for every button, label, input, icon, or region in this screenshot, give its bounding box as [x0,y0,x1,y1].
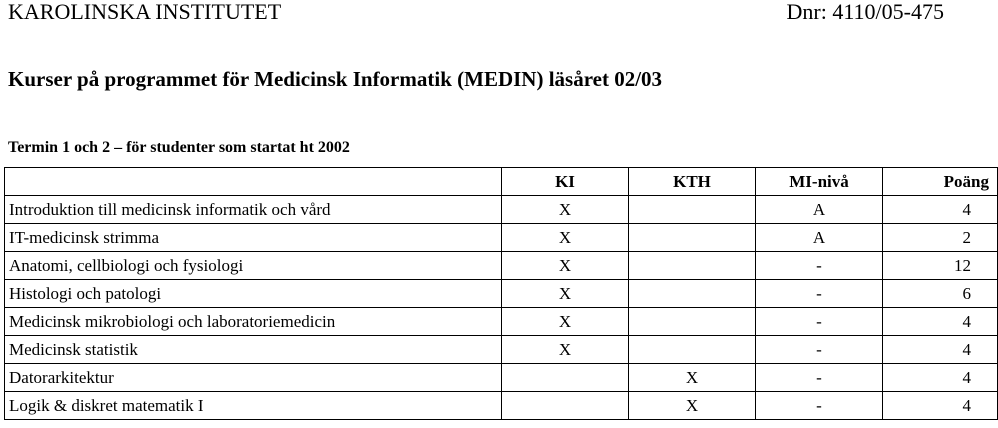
column-header-mi-level: MI-nivå [756,168,883,196]
table-row [5,224,998,252]
points-cell: 4 [883,392,998,420]
column-header-ki: KI [502,168,629,196]
course-name: Histologi och patologi [5,280,502,308]
kth-cell [629,224,756,252]
course-name: Medicinsk mikrobiologi och laboratoriemedicin [5,308,502,336]
points-cell: 12 [883,252,998,280]
points-cell: 2 [883,224,998,252]
kth-cell: X [629,392,756,420]
table-row [5,196,998,224]
course-name: Medicinsk statistik [5,336,502,364]
course-name: Datorarkitektur [5,364,502,392]
course-name: Logik & diskret matematik I [5,392,502,420]
table-row [5,280,998,308]
points-cell: 6 [883,280,998,308]
mi-level-cell: - [756,364,883,392]
kth-cell [629,252,756,280]
registration-number: Dnr: 4110/05-475 [786,0,944,24]
mi-level-cell: A [756,196,883,224]
mi-level-cell: - [756,392,883,420]
table-header-row [5,168,998,196]
table-row [5,252,998,280]
column-header-kth: KTH [629,168,756,196]
mi-level-cell: - [756,308,883,336]
ki-cell: X [502,308,629,336]
ki-cell: X [502,280,629,308]
ki-cell: X [502,224,629,252]
points-cell: 4 [883,196,998,224]
table-row [5,308,998,336]
document-title: Kurser på programmet för Medicinsk Informatik (MEDIN) läsåret 02/03 [8,67,663,91]
mi-level-cell: - [756,336,883,364]
kth-cell [629,308,756,336]
column-header-points: Poäng [883,168,998,196]
institution-name: KAROLINSKA INSTITUTET [8,0,282,24]
ki-cell: X [502,196,629,224]
kth-cell [629,280,756,308]
kth-cell [629,336,756,364]
kth-cell: X [629,364,756,392]
ki-cell: X [502,336,629,364]
course-name: Anatomi, cellbiologi och fysiologi [5,252,502,280]
kth-cell [629,196,756,224]
column-header-course [5,168,502,196]
points-cell: 4 [883,308,998,336]
ki-cell [502,392,629,420]
courses-table [4,167,998,420]
points-cell: 4 [883,364,998,392]
term-heading: Termin 1 och 2 – för studenter som startat ht 2002 [8,139,350,156]
course-name: Introduktion till medicinsk informatik och vård [5,196,502,224]
mi-level-cell: - [756,252,883,280]
table-row [5,392,998,420]
points-cell: 4 [883,336,998,364]
ki-cell: X [502,252,629,280]
table-row [5,336,998,364]
course-name: IT-medicinsk strimma [5,224,502,252]
mi-level-cell: - [756,280,883,308]
table-row [5,364,998,392]
mi-level-cell: A [756,224,883,252]
ki-cell [502,364,629,392]
